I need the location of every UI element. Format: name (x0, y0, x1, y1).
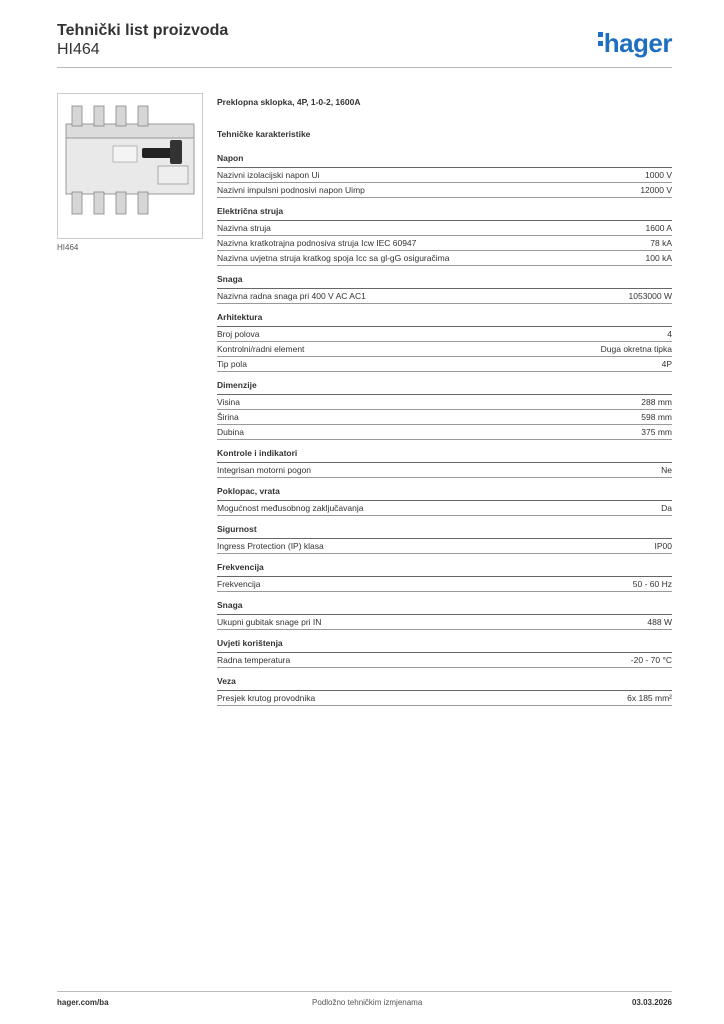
footer-date: 03.03.2026 (631, 998, 672, 1007)
spec-section (217, 274, 672, 304)
spec-section (217, 638, 672, 668)
spec-value: 1000 V (645, 170, 672, 180)
spec-label: Nazivna uvjetna struja kratkog spoja Icc sa gl-gG osiguračima (217, 253, 450, 263)
spec-row (217, 327, 672, 342)
section-title: Frekvencija (217, 562, 672, 577)
spec-value: Da (661, 503, 672, 513)
spec-label: Broj polova (217, 329, 260, 339)
section-title: Kontrole i indikatori (217, 448, 672, 463)
spec-label: Integrisan motorni pogon (217, 465, 312, 475)
spec-section (217, 600, 672, 630)
spec-row (217, 410, 672, 425)
spec-content (217, 97, 672, 714)
switch-illustration-icon (58, 94, 202, 238)
spec-section (217, 562, 672, 592)
footer-divider (57, 991, 672, 992)
spec-row (217, 539, 672, 554)
spec-label: Kontrolni/radni element (217, 344, 305, 354)
spec-label: Nazivna kratkotrajna podnosiva struja Icw IEC 60947 (217, 238, 417, 248)
spec-value: Duga okretna tipka (600, 344, 672, 354)
spec-row (217, 395, 672, 410)
section-title: Napon (217, 153, 672, 168)
spec-value: 375 mm (641, 427, 672, 437)
spec-label: Ingress Protection (IP) klasa (217, 541, 324, 551)
spec-section (217, 676, 672, 706)
spec-row (217, 425, 672, 440)
spec-value: 598 mm (641, 412, 672, 422)
spec-value: 100 kA (645, 253, 672, 263)
spec-label: Radna temperatura (217, 655, 291, 665)
spec-label: Nazivna radna snaga pri 400 V AC AC1 (217, 291, 366, 301)
hager-logo (598, 28, 672, 59)
spec-label: Visina (217, 397, 240, 407)
spec-value: 78 kA (650, 238, 672, 248)
spec-value: 488 W (647, 617, 672, 627)
spec-value: IP00 (654, 541, 672, 551)
spec-heading: Tehničke karakteristike (217, 129, 311, 139)
section-title: Sigurnost (217, 524, 672, 539)
spec-section (217, 312, 672, 372)
spec-label: Širina (217, 412, 239, 422)
spec-label: Tip pola (217, 359, 247, 369)
spec-label: Mogućnost međusobnog zaključavanja (217, 503, 364, 513)
spec-row (217, 236, 672, 251)
spec-value: 4P (661, 359, 672, 369)
spec-row (217, 501, 672, 516)
document-header (57, 22, 228, 59)
spec-value: Ne (661, 465, 672, 475)
spec-value: 50 - 60 Hz (632, 579, 672, 589)
spec-label: Frekvencija (217, 579, 261, 589)
spec-row (217, 289, 672, 304)
section-title: Veza (217, 676, 672, 691)
document-title: Tehnički list proizvoda (57, 22, 229, 39)
logo-text: hager (603, 28, 672, 58)
image-caption: HI464 (57, 243, 79, 252)
section-title: Arhitektura (217, 312, 672, 327)
spec-value: 1053000 W (628, 291, 672, 301)
spec-row (217, 463, 672, 478)
spec-section (217, 448, 672, 478)
spec-value: 1600 A (645, 223, 672, 233)
spec-row (217, 653, 672, 668)
spec-row (217, 168, 672, 183)
spec-value: 6x 185 mm² (627, 693, 672, 703)
spec-label: Ukupni gubitak snage pri IN (217, 617, 322, 627)
spec-sections (217, 153, 672, 706)
spec-row (217, 342, 672, 357)
spec-label: Presjek krutog provodnika (217, 693, 316, 703)
section-title: Električna struja (217, 206, 672, 221)
spec-label: Dubina (217, 427, 244, 437)
spec-section (217, 486, 672, 516)
spec-section (217, 206, 672, 266)
spec-section (217, 380, 672, 440)
product-image (57, 93, 203, 239)
product-code: HI464 (57, 41, 100, 58)
spec-row (217, 221, 672, 236)
spec-label: Nazivna struja (217, 223, 271, 233)
spec-label: Nazivni izolacijski napon Ui (217, 170, 320, 180)
header-divider (57, 67, 672, 68)
section-title: Uvjeti korištenja (217, 638, 672, 653)
product-name: Preklopna sklopka, 4P, 1-0-2, 1600A (217, 97, 361, 107)
spec-section (217, 153, 672, 198)
section-title: Dimenzije (217, 380, 672, 395)
spec-label: Nazivni impulsni podnosivi napon Uimp (217, 185, 365, 195)
footer-website[interactable]: hager.com/ba (57, 998, 109, 1007)
spec-row (217, 691, 672, 706)
spec-row (217, 615, 672, 630)
footer-disclaimer: Podložno tehničkim izmjenama (312, 998, 423, 1007)
spec-section (217, 524, 672, 554)
logo-colon-icon (598, 29, 604, 50)
section-title: Poklopac, vrata (217, 486, 672, 501)
spec-row (217, 251, 672, 266)
spec-value: 12000 V (640, 185, 672, 195)
spec-row (217, 357, 672, 372)
spec-value: -20 - 70 °C (630, 655, 672, 665)
spec-row (217, 183, 672, 198)
section-title: Snaga (217, 274, 672, 289)
section-title: Snaga (217, 600, 672, 615)
spec-value: 4 (667, 329, 672, 339)
spec-value: 288 mm (641, 397, 672, 407)
spec-row (217, 577, 672, 592)
